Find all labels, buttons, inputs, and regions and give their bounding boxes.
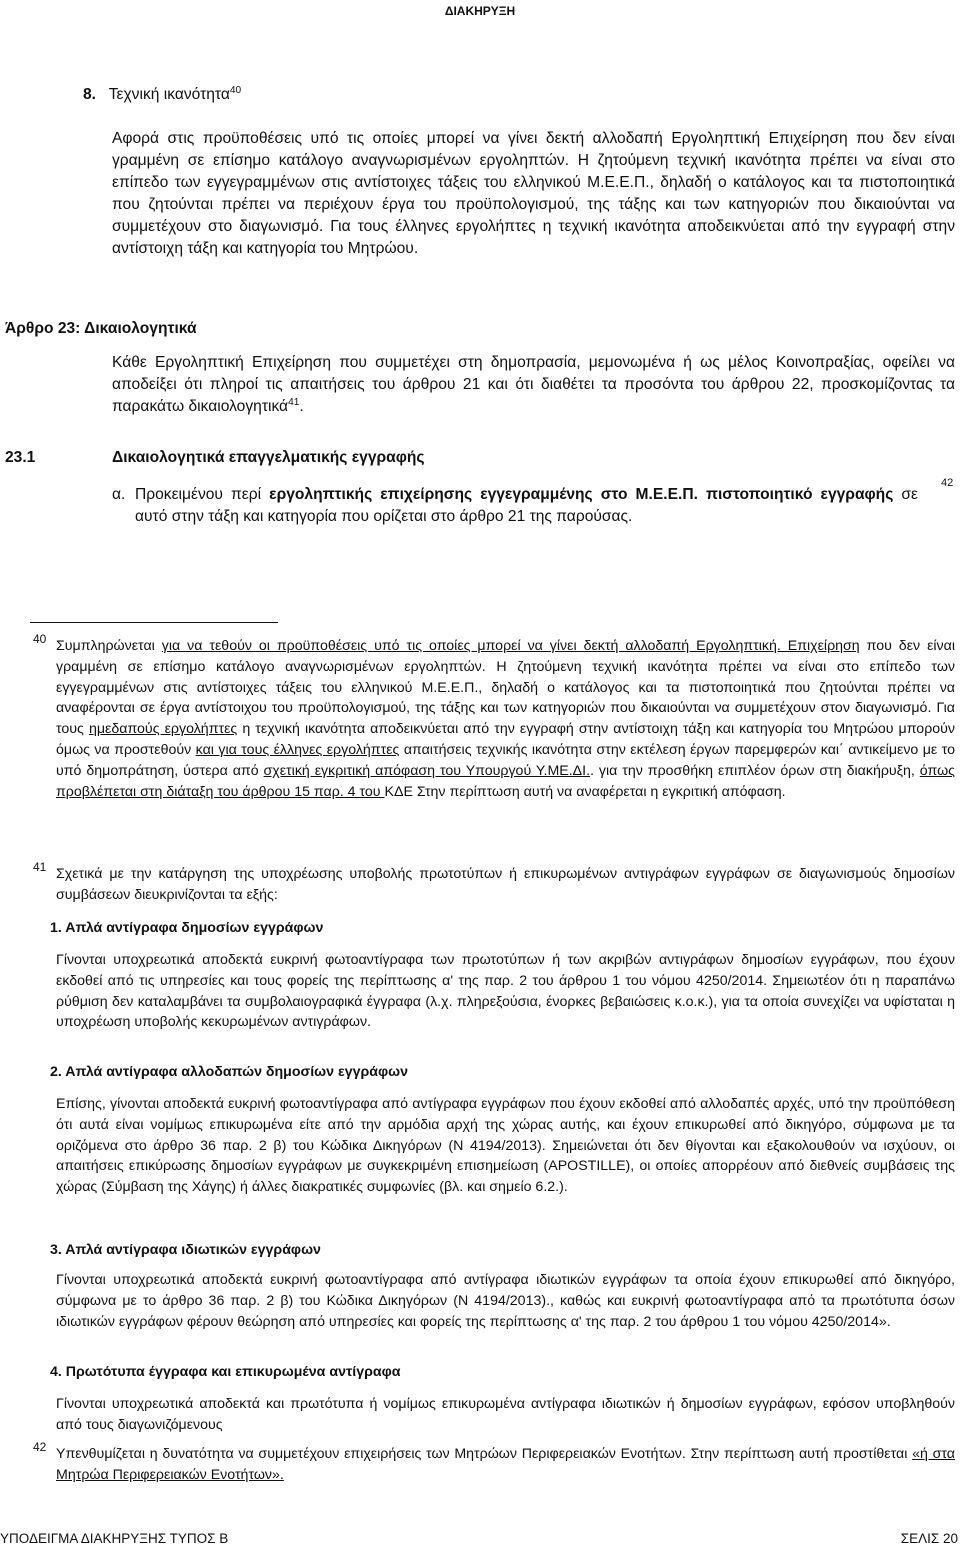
footnote-text: Συμπληρώνεται xyxy=(56,638,162,654)
footnote-text: . για την προσθήκη επιπλέον όρων στη διακήρυξη xyxy=(590,762,911,779)
subsection-number: 23.1 xyxy=(5,449,36,466)
footnote-42 xyxy=(56,1444,955,1486)
section-8-body xyxy=(112,128,955,260)
body-text: πιστοποιητικό εγγραφής xyxy=(706,486,894,503)
footer-page-number: ΣΕΛΙΣ 20 xyxy=(900,1531,958,1546)
footnote-text: «ή στα Μητρώα Περιφερειακών Ενοτήτων». xyxy=(56,1446,955,1483)
footnote-text: η τεχνική ικανότητα αποδεικνύεται από την εγγραφή στην αντίστοιχη τάξη και κατηγορία του Μητρώου μπορούν όμως να προστεθούν xyxy=(56,721,956,758)
body-text: Μ.Ε.Ε.Π. xyxy=(587,174,650,191)
footnote-40 xyxy=(56,636,955,802)
body-text: Προκειμένου περί xyxy=(135,486,262,503)
footnote-text: και για τους έλληνες εργολήπτες xyxy=(195,741,400,758)
body-text: εργοληπτικής επιχείρησης εγγεγραμμένης στο Μ.Ε.Ε.Π. xyxy=(269,486,698,503)
footnote-ref: 40 xyxy=(229,84,242,96)
footnote-text: Υπενθυμίζεται η δυνατότητα να συμμετέχουν επιχειρήσεις των Μητρώων Περιφερειακών Ενοτήτων. Στην περίπτωση αυτή προστίθεται xyxy=(56,1446,913,1462)
body-text: Κάθε Εργοληπτική Επιχείρηση που συμμετέχει στη δημοπρασία, μεμονωμένα ή ως μέλος Κοινοπραξίας, οφείλει να αποδείξει ότι πληροί τις απαιτήσεις του άρθρου 21 και ότι διαθέτει τα προσόντα του άρθρου 22, προσκομίζοντας τα παρακάτω δικαιολογητικά xyxy=(112,354,955,415)
footnote-separator xyxy=(30,622,278,623)
footer-document-type: ΥΠΟΔΕΙΓΜΑ ΔΙΑΚΗΡΥΞΗΣ ΤΥΠΟΣ Β xyxy=(0,1531,229,1546)
footnote-41-heading-4: 4. Πρωτότυπα έγγραφα και επικυρωμένα αντίγραφα xyxy=(50,1364,401,1380)
section-8-heading xyxy=(83,84,241,106)
footnote-text: σχετική εγκριτική απόφαση του Υπουργού Υ.ΜΕ.ΔΙ. xyxy=(263,762,591,779)
footnote-41-heading-2: 2. Απλά αντίγραφα αλλοδαπών δημοσίων εγγράφων xyxy=(50,1064,409,1080)
footnote-ref: 42 xyxy=(941,477,954,489)
footnote-text: όπως προβλέπεται στη διάταξη του άρθρου 15 παρ. 4 του xyxy=(56,762,955,800)
footnote-41-heading-3: 3. Απλά αντίγραφα ιδιωτικών εγγράφων xyxy=(50,1242,321,1258)
footnote-text: , xyxy=(910,762,920,779)
footnote-number: 42 xyxy=(33,1440,47,1454)
section-number: 8. xyxy=(83,86,97,103)
footnote-41-para-2: Επίσης, γίνονται αποδεκτά ευκρινή φωτοαντίγραφα από αντίγραφα εγγράφων που έχουν εκδοθεί από αλλοδαπές αρχές, υπό την προϋπόθεση ότι αυτά είναι νομίμως επικυρωμένα είτε από την αρμόδια αρχή της χώρας αυτής, και έχουν επικυρωθεί από δικηγόρο, σύμφωνα με τα οριζόμενα στο άρθρο 36 παρ. 2 β) του Κώδικα Δικηγόρων (Ν 4194/2013). Σημειώνεται ότι δεν θίγονται και εξακολουθούν να ισχύουν, οι απαιτήσεις επικύρωσης δημοσίων εγγράφων με συγκεκριμένη επισημείωση (APOSTILLE), οι οποίες απορρέουν από διεθνείς συμβάσεις της χώρας (Σύμβαση της Χάγης) ή άλλες διακρατικές συμφωνίες (βλ. και σημείο 6.2.). xyxy=(56,1096,955,1196)
footnote-text: που δεν είναι γραμμένη σε επίσημο κατάλογο αναγνωρισμένων εργοληπτών. Η ζητούμενη τεχνική ικανότητα πρέπει να είναι στο επίπεδο των εγγεγραμμένων στις αντίστοιχες τάξεις του ελληνικού Μ.Ε.Ε.Π., δηλαδή ο κατάλογος και τα πιστοποιητικά που ζητούνται πρέπει να αναφέρονται σε έργα αντίστοιχου του προϋπολογισμού, της τάξης και των κατηγοριών που δικαιούνται να συμμετέχουν στον διαγωνισμό. Για τους xyxy=(56,638,955,738)
section-title: Τεχνική ικανότητα xyxy=(108,86,230,103)
page-header: ΔΙΑΚΗΡΥΞΗ xyxy=(444,4,516,18)
footnote-41-heading-1: 1. Απλά αντίγραφα δημοσίων εγγράφων xyxy=(50,920,324,936)
footnote-41-para-1: Γίνονται υποχρεωτικά αποδεκτά ευκρινή φωτοαντίγραφα των πρωτοτύπων ή των ακριβών αντιγράφων δημοσίων εγγράφων, που έχουν εκδοθεί από τις υπηρεσίες και τους φορείς της περίπτωσης α' της παρ. 2 του άρθρου 1 του νόμου 4250/2014. Σημειωτέον ότι η παραπάνω ρύθμιση δεν καταλαμβάνει τα συμβολαιογραφικά έγγραφα (λ.χ. πληρεξούσια, ένορκες βεβαιώσεις κ.ο.κ.), για τα οποία συνεχίζει να υφίσταται η υποχρέωση υποβολής κεκυρωμένων αντιγράφων. xyxy=(56,952,955,1031)
item-a-label: α. xyxy=(112,486,126,503)
footnote-text: ΚΔΕ xyxy=(384,783,413,800)
footnote-ref: 41 xyxy=(288,396,300,408)
body-text: , δηλαδή ο κατάλογος και τα πιστοποιητικά που ζητούνται πρέπει να περιέχουν έργα του προϋπολογισμού, της τάξης και των κατηγοριών που δικαιούνται να συμμετέχουν στο διαγωνισμό. Για τους έλληνες εργολήπτες η τεχνική ικανότητα αποδεικνύεται από την εγγραφή στην αντίστοιχη τάξη και κατηγορία του Μητρώου. xyxy=(112,174,955,257)
footnote-number: 41 xyxy=(33,860,47,874)
footnote-text: απαιτήσεις τεχνικής ικανότητα στην εκτέλεση έργων παρεμφερών και΄ αντικείμενο με το υπό δημοπράτηση, ύστερα από xyxy=(56,741,955,779)
body-text: Αφορά στις προϋποθέσεις υπό τις οποίες μπορεί να γίνει δεκτή αλλοδαπή Εργοληπτική Επιχείρηση που δεν είναι γραμμένη σε επίσημο κατάλογο αναγνωρισμένων εργοληπτών. Η ζητούμενη τεχνική ικανότητα πρέπει να είναι στο επίπεδο των εγγεγραμμένων στις αντίστοιχες τάξεις του ελληνικού xyxy=(112,130,955,191)
footnote-text: για να τεθούν οι προϋποθέσεις υπό τις οποίες μπορεί να γίνει δεκτή αλλοδαπή Εργοληπτική. Επιχείρηση xyxy=(161,638,860,654)
footnote-41-intro: Σχετικά με την κατάργηση της υποχρέωσης υποβολής πρωτοτύπων ή επικυρωμένων αντιγράφων εγγράφων σε διαγωνισμούς δημοσίων συμβάσεων διευκρινίζονται τα εξής: xyxy=(56,866,955,903)
footnote-text: Στην περίπτωση αυτή να αναφέρεται η εγκριτική απόφαση. xyxy=(412,783,786,800)
footnote-number: 40 xyxy=(33,632,47,646)
subsection-heading: Δικαιολογητικά επαγγελματικής εγγραφής xyxy=(112,449,425,466)
footnote-41-para-3: Γίνονται υποχρεωτικά αποδεκτά ευκρινή φωτοαντίγραφα από αντίγραφα ιδιωτικών εγγράφων τα οποία έχουν επικυρωθεί από δικηγόρο, σύμφωνα με το άρθρο 36 παρ. 2 β) του Κώδικα Δικηγόρων (Ν 4194/2013)., καθώς και ευκρινή φωτοαντίγραφα από τα πρωτότυπα όσων ιδιωτικών εγγράφων φέρουν θεώρηση από υπηρεσίες και φορείς της περίπτωσης α' της παρ. 2 του άρθρου 1 του νόμου 4250/2014». xyxy=(56,1272,955,1330)
item-a-text xyxy=(135,484,918,528)
body-text: . xyxy=(299,398,304,415)
article-23-heading: Άρθρο 23: Δικαιολογητικά xyxy=(5,320,197,337)
article-23-intro xyxy=(112,352,955,418)
body-text: σε αυτό στην τάξη και κατηγορία που ορίζεται στο άρθρο 21 της παρούσας. xyxy=(135,486,918,525)
footnote-text: ημεδαπούς εργολήπτες xyxy=(88,721,238,738)
footnote-41-para-4: Γίνονται υποχρεωτικά αποδεκτά και πρωτότυπα ή νομίμως επικυρωμένα αντίγραφα ιδιωτικών ή δημοσίων εγγράφων, εφόσον υποβληθούν από τους διαγωνιζόμενους xyxy=(56,1396,955,1433)
